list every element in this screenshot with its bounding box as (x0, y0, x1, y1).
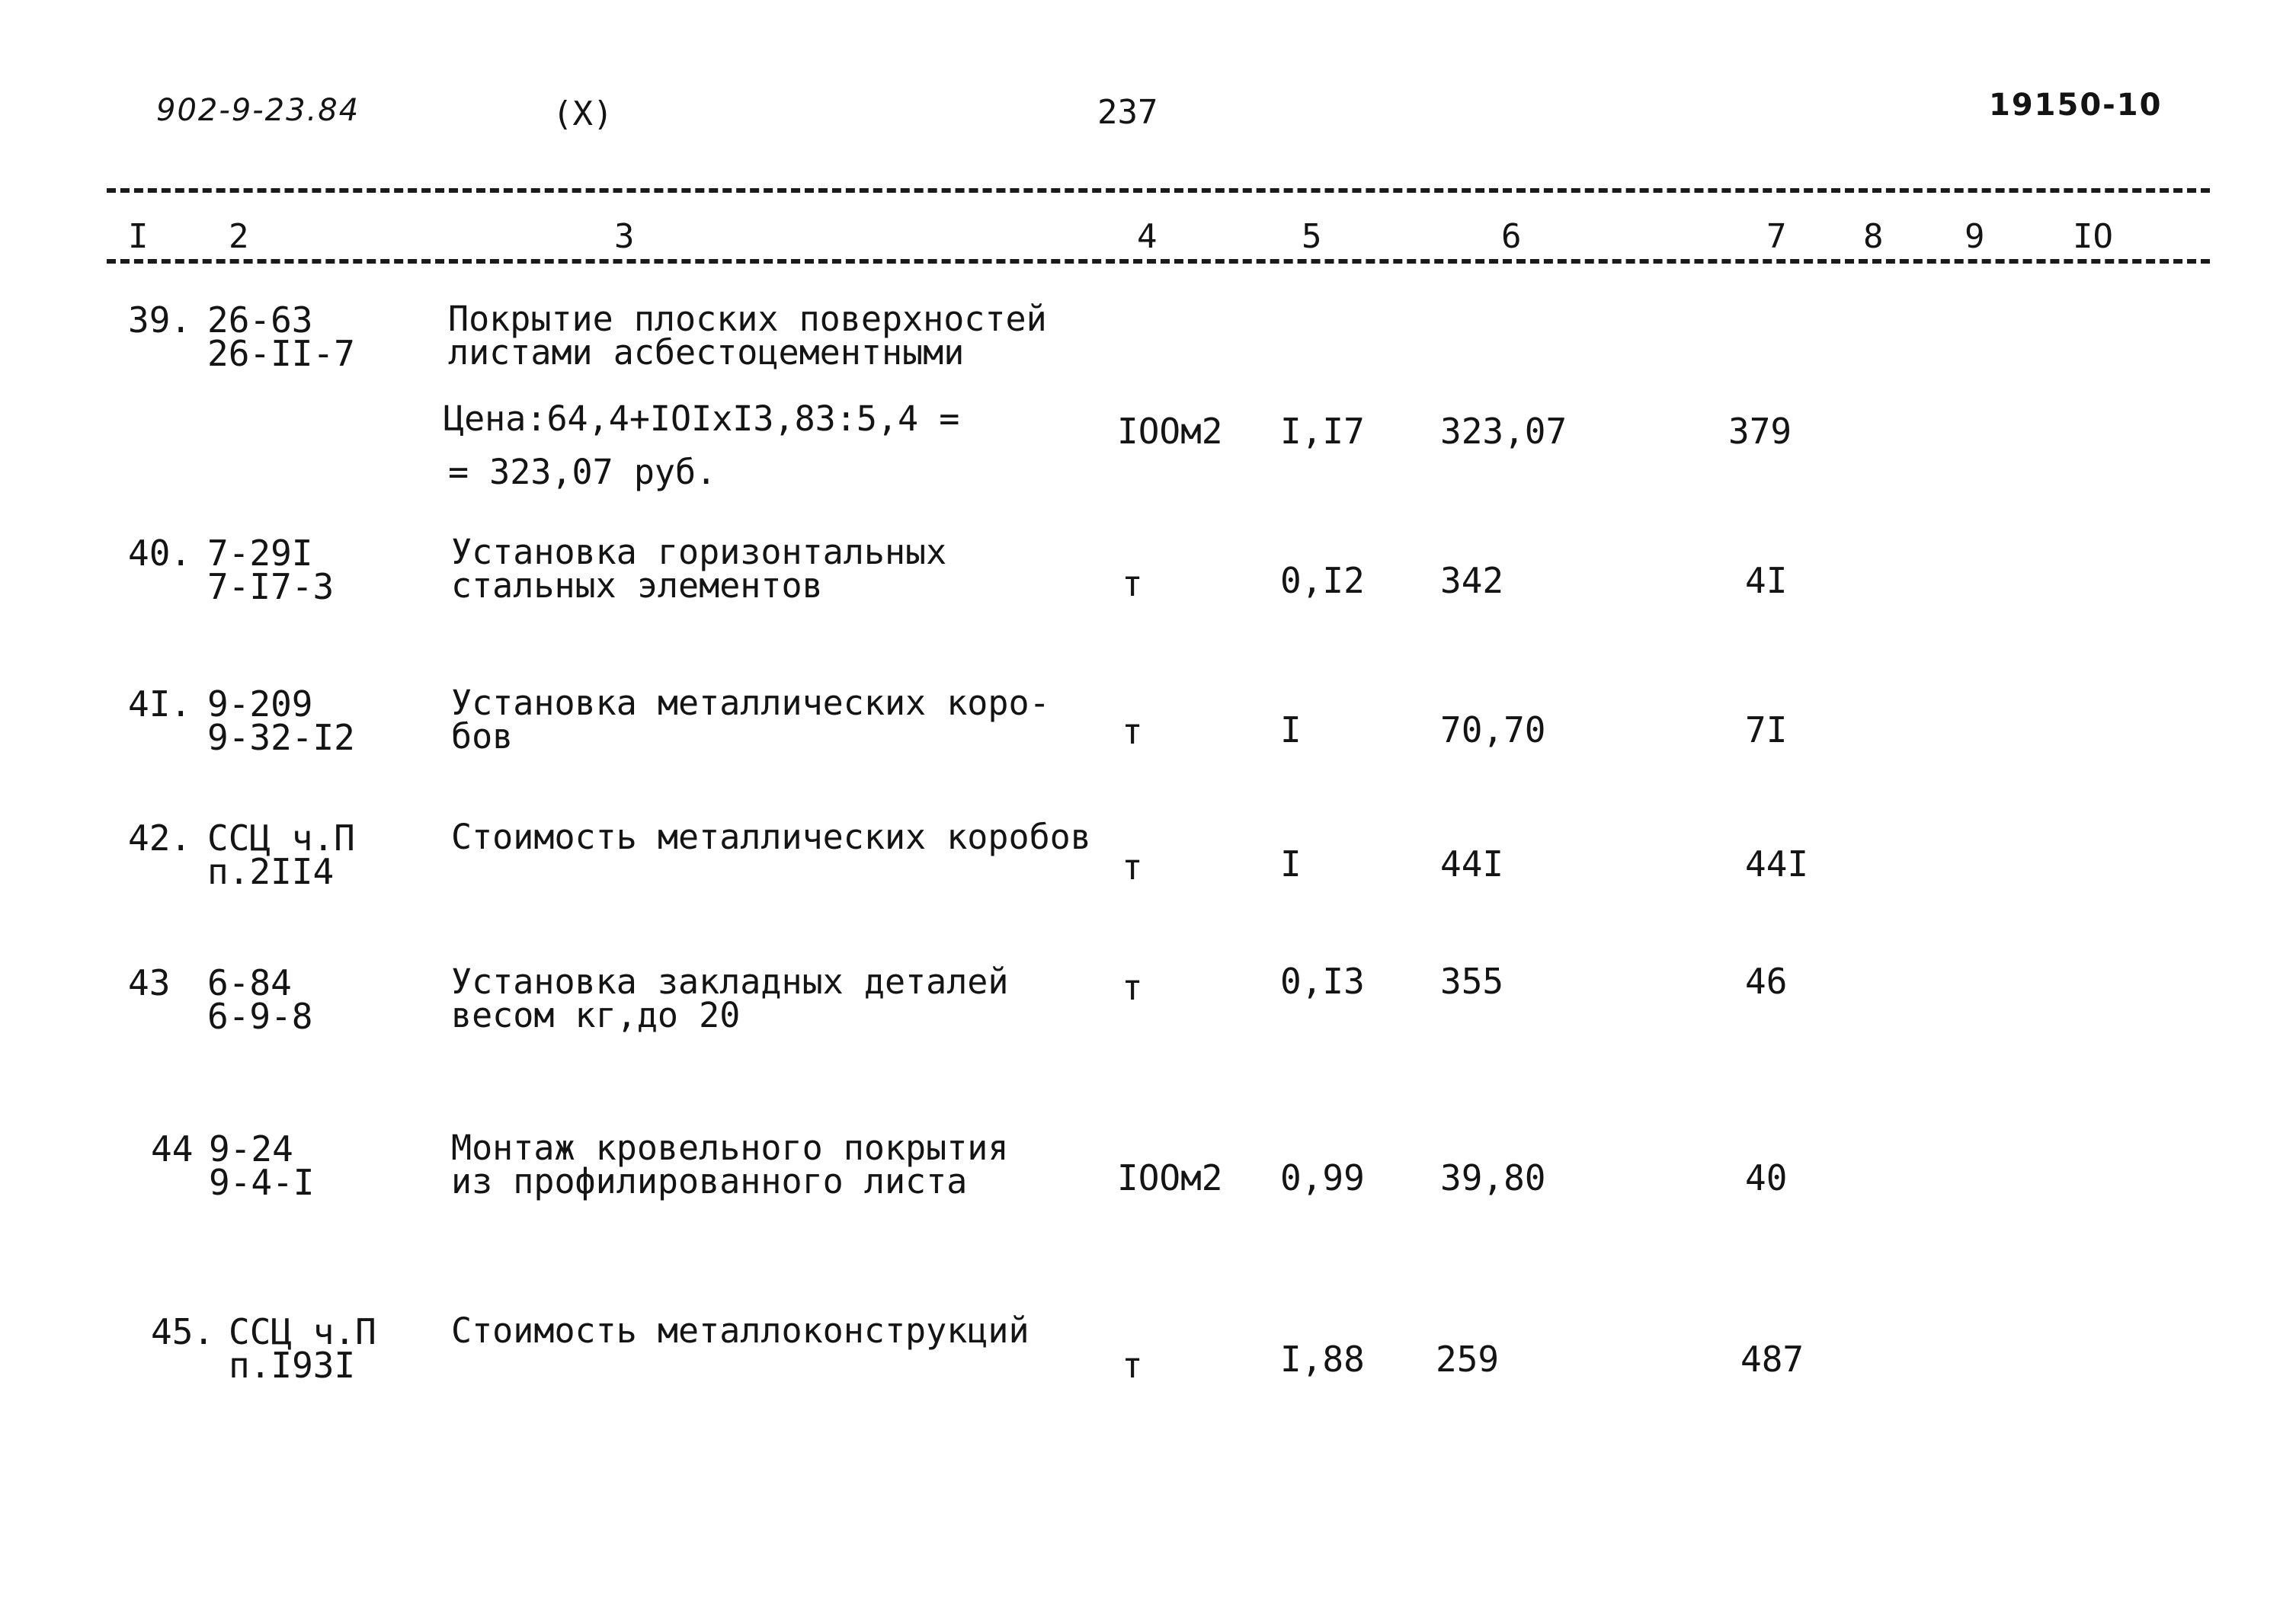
header-rule-top (107, 188, 2210, 193)
column-header-4: 4 (1137, 217, 1158, 256)
work-description: Установка горизонтальных (451, 532, 947, 572)
norm-code: 7-29I (207, 533, 313, 574)
row-number: 43 (128, 962, 171, 1003)
total-cost: 4I (1745, 560, 1788, 601)
total-cost: 44I (1745, 843, 1809, 885)
quantity: 0,99 (1280, 1157, 1365, 1198)
quantity: 0,I2 (1280, 560, 1365, 601)
unit-price: 70,70 (1440, 709, 1546, 750)
norm-code: 9-209 (207, 683, 313, 725)
row-number: 40. (128, 533, 192, 574)
work-description: весом кг,до 20 (451, 995, 741, 1035)
work-description: Покрытие плоских поверхностей (448, 299, 1047, 339)
column-header-2: 2 (229, 217, 249, 256)
work-description: Стоимость металлических коробов (451, 817, 1091, 857)
norm-code: 6-84 (207, 962, 292, 1003)
work-description: листами асбестоцементными (448, 332, 965, 373)
work-description: Установка закладных деталей (451, 961, 1009, 1002)
work-description: Монтаж кровельного покрытия (451, 1128, 1009, 1168)
column-header-7: 7 (1766, 217, 1787, 256)
norm-code: 26-63 (207, 299, 313, 341)
column-header-8: 8 (1863, 217, 1884, 256)
unit-of-measure: т (1122, 563, 1143, 604)
work-description: стальных элементов (451, 565, 823, 606)
column-header-5: 5 (1302, 217, 1322, 256)
column-header-9: 9 (1965, 217, 1985, 256)
unit-price: 342 (1440, 560, 1504, 601)
quantity: I (1280, 709, 1302, 750)
price-calculation: = 323,07 руб. (448, 452, 717, 492)
row-number: 4I. (128, 683, 192, 725)
unit-of-measure: т (1122, 967, 1143, 1008)
unit-of-measure: т (1122, 846, 1143, 888)
norm-code: 6-9-8 (207, 996, 313, 1037)
column-header-6: 6 (1501, 217, 1522, 256)
unit-price: 355 (1440, 961, 1504, 1002)
column-header-10: IO (2073, 217, 2113, 256)
norm-code: ССЦ ч.П (229, 1311, 376, 1352)
volume-label: (X) (552, 94, 613, 133)
total-cost: 7I (1745, 709, 1788, 750)
column-header-3: 3 (614, 217, 635, 256)
row-number: 42. (128, 817, 192, 859)
archive-stamp: 19150-10 (1989, 88, 2163, 123)
quantity: I,I7 (1280, 411, 1365, 452)
row-number: 39. (128, 299, 192, 341)
quantity: I,88 (1280, 1339, 1365, 1380)
unit-of-measure: т (1122, 711, 1143, 752)
work-description: Стоимость металлоконструкций (451, 1310, 1030, 1351)
norm-code: ССЦ ч.П (207, 817, 355, 859)
quantity: I (1280, 843, 1302, 885)
norm-code: 7-I7-3 (207, 566, 335, 607)
unit-price: 44I (1440, 843, 1504, 885)
row-number: 44 (151, 1128, 194, 1169)
norm-code: 26-II-7 (207, 333, 355, 374)
total-cost: 379 (1728, 411, 1792, 452)
unit-price: 259 (1436, 1339, 1500, 1380)
unit-price: 39,80 (1440, 1157, 1546, 1198)
page-number: 237 (1097, 93, 1158, 132)
total-cost: 46 (1745, 961, 1788, 1002)
work-description: Установка металлических коро- (451, 683, 1050, 723)
norm-code: 9-24 (209, 1128, 293, 1169)
work-description: из профилированного листа (451, 1161, 968, 1201)
price-calculation: Цена:64,4+IOIxI3,83:5,4 = (444, 398, 960, 439)
norm-code: п.2II4 (207, 851, 335, 892)
norm-code: 9-4-I (209, 1162, 315, 1203)
unit-price: 323,07 (1440, 411, 1567, 452)
total-cost: 487 (1740, 1339, 1804, 1380)
unit-of-measure: IOOм2 (1117, 411, 1223, 452)
norm-code: 9-32-I2 (207, 717, 355, 758)
quantity: 0,I3 (1280, 961, 1365, 1002)
header-rule-bottom (107, 259, 2210, 264)
row-number: 45. (151, 1311, 215, 1352)
work-description: бов (451, 716, 514, 757)
unit-of-measure: IOOм2 (1117, 1157, 1223, 1198)
total-cost: 40 (1745, 1157, 1788, 1198)
document-code: 902-9-23.84 (156, 93, 360, 128)
column-header-1: I (128, 217, 149, 256)
unit-of-measure: т (1122, 1345, 1143, 1386)
norm-code: п.I93I (229, 1345, 356, 1386)
